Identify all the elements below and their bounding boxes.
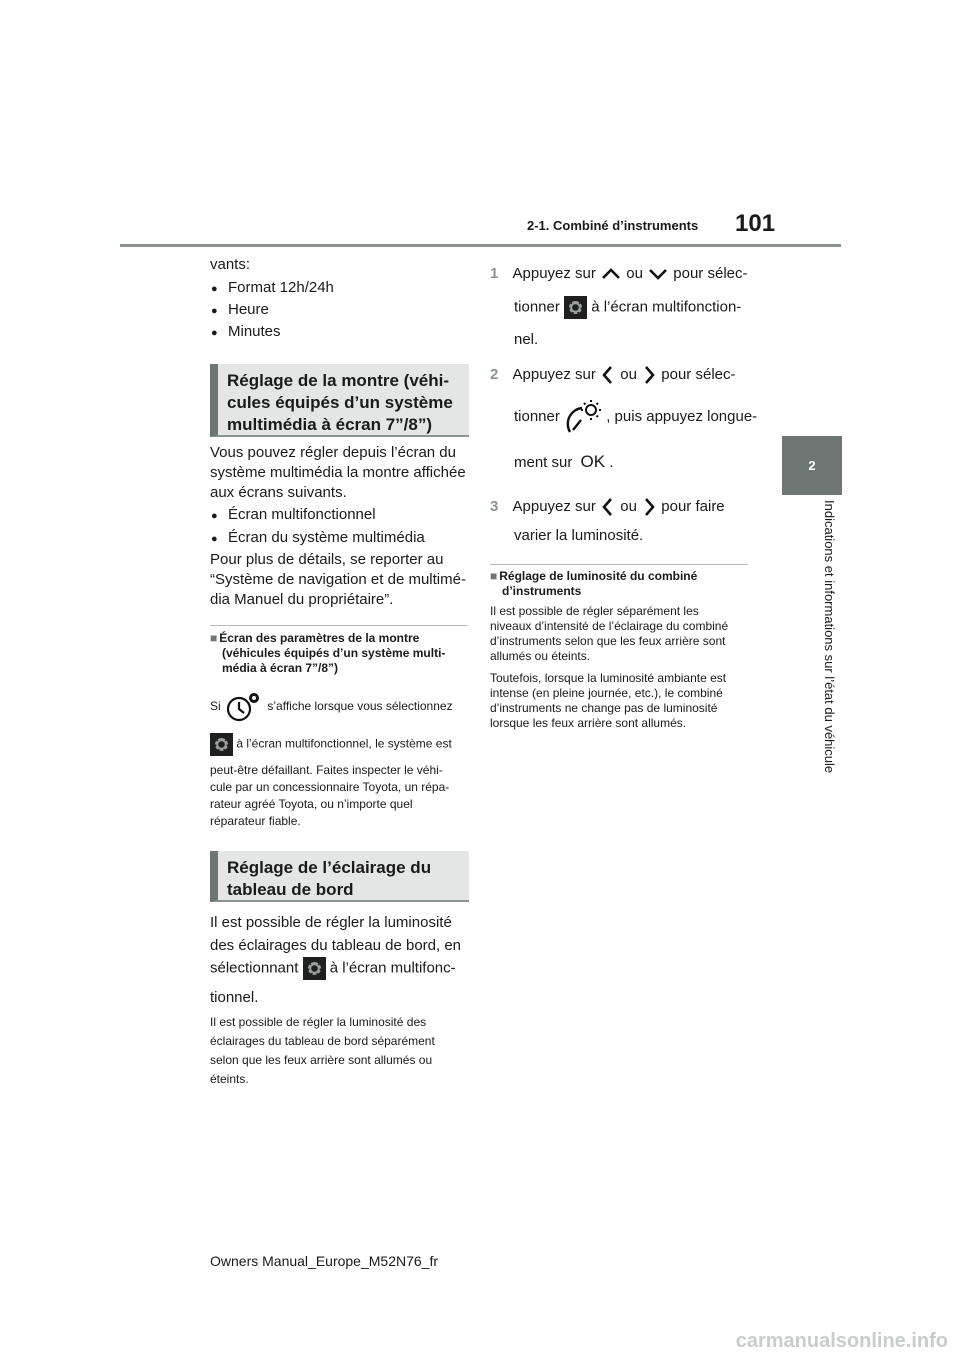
step-number: 2 bbox=[490, 365, 499, 383]
gear-icon bbox=[564, 296, 587, 319]
subsection-rule bbox=[210, 625, 468, 626]
section-heading-line: multimédia à écran 7”/8”) bbox=[227, 415, 433, 434]
list-item: ● Heure bbox=[228, 300, 269, 320]
text-fragment: tionner bbox=[514, 298, 560, 316]
text-fragment: à l’écran multifonc- bbox=[329, 959, 456, 977]
clock-gear-icon bbox=[224, 690, 264, 724]
list-item: ● Format 12h/24h bbox=[228, 278, 334, 298]
text-line bbox=[490, 569, 750, 584]
step-2-line bbox=[514, 398, 764, 436]
text-fragment: pour sélec- bbox=[661, 365, 736, 383]
text-line bbox=[210, 631, 470, 646]
subsection-rule bbox=[490, 564, 748, 565]
paragraph bbox=[490, 671, 752, 731]
clock-warning-line bbox=[210, 690, 472, 724]
paragraph bbox=[210, 762, 470, 830]
text-fragment: pour faire bbox=[661, 497, 725, 515]
text-line: système multimédia la montre affichée bbox=[210, 464, 466, 481]
text-fragment: Appuyez sur bbox=[512, 365, 596, 383]
text-fragment: . bbox=[609, 454, 614, 471]
text-line: Il est possible de régler séparément les bbox=[490, 604, 699, 618]
step-number: 3 bbox=[490, 497, 499, 515]
header-rule bbox=[120, 244, 841, 247]
step-1-line bbox=[490, 264, 760, 284]
text-line: tionnel. bbox=[210, 989, 259, 1006]
text-line: (véhicules équipés d’un système multi- bbox=[222, 646, 446, 660]
text-line: éclairages du tableau de bord séparément bbox=[210, 1034, 435, 1048]
ok-icon: OK bbox=[580, 452, 606, 471]
list-item: ● Minutes bbox=[228, 322, 281, 342]
chevron-right-icon bbox=[641, 496, 657, 518]
gear-icon bbox=[303, 957, 326, 980]
clock-warning-line bbox=[210, 733, 472, 756]
text-line: Toutefois, lorsque la luminosité ambiante est bbox=[490, 671, 727, 685]
text-line: d’instruments ne change pas de luminosité bbox=[490, 701, 718, 715]
subsection-heading bbox=[490, 569, 750, 599]
chevron-right-icon bbox=[641, 364, 657, 386]
text-line: Réglage de luminosité du combiné bbox=[499, 569, 698, 583]
text-line: Il est possible de régler la luminosité des bbox=[210, 1015, 427, 1029]
paragraph bbox=[210, 550, 470, 610]
text-line: intense (en pleine journée, etc.), le combiné bbox=[490, 686, 723, 700]
list-item: ● Écran multifonctionnel bbox=[228, 505, 376, 525]
text-fragment: sélectionnant bbox=[210, 959, 299, 977]
section-heading-clock bbox=[210, 364, 469, 437]
text-line: peut-être défaillant. Faites inspecter le véhi- bbox=[210, 763, 443, 777]
section-heading-lighting bbox=[210, 851, 469, 902]
text-line: réparateur fiable. bbox=[210, 814, 301, 828]
text-line: éteints. bbox=[210, 1072, 249, 1086]
section-heading-line: tableau de bord bbox=[227, 880, 354, 899]
text-line: niveaux d’intensité de l’éclairage du combiné bbox=[490, 619, 729, 633]
list-item: ● Écran du système multimédia bbox=[228, 528, 425, 548]
paragraph bbox=[210, 443, 470, 503]
text-line: Pour plus de détails, se reporter au bbox=[210, 551, 444, 568]
text-fragment: Si bbox=[210, 699, 221, 714]
text-line: média à écran 7”/8”) bbox=[222, 661, 339, 675]
text-line: dia Manuel du propriétaire”. bbox=[210, 591, 394, 608]
chevron-left-icon bbox=[600, 364, 616, 386]
step-1-line bbox=[514, 296, 764, 319]
chapter-tab bbox=[782, 436, 842, 495]
text-line: Écran des paramètres de la montre bbox=[219, 631, 420, 645]
footer-text: Owners Manual_Europe_M52N76_fr bbox=[210, 1253, 439, 1269]
step-number: 1 bbox=[490, 265, 499, 282]
text-line: lorsque les feux arrière sont allumés. bbox=[490, 716, 687, 730]
section-header: 2-1. Combiné d’instruments bbox=[527, 218, 699, 233]
text-line: Vous pouvez régler depuis l’écran du bbox=[210, 444, 456, 461]
text-fragment: pour sélec- bbox=[673, 265, 748, 282]
page-number: 101 bbox=[735, 210, 776, 237]
text-fragment: tionner bbox=[514, 407, 560, 425]
text-fragment: , puis appuyez longue- bbox=[606, 407, 758, 425]
paragraph bbox=[210, 911, 470, 957]
text-line: allumés ou éteints. bbox=[490, 649, 591, 663]
text-fragment: à l’écran multifonctionnel, le système est bbox=[236, 736, 452, 751]
text-line: aux écrans suivants. bbox=[210, 484, 347, 501]
step-3-line bbox=[490, 496, 760, 518]
section-heading-line: cules équipés d’un système bbox=[227, 393, 453, 412]
text-line: d’instruments bbox=[502, 584, 582, 598]
text-fragment: s’affiche lorsque vous sélectionnez bbox=[267, 699, 453, 714]
paragraph bbox=[490, 604, 752, 664]
text-line-with-icon bbox=[210, 957, 480, 980]
text-fragment: ou bbox=[620, 497, 637, 515]
text-line: des éclairages du tableau de bord, en bbox=[210, 937, 462, 954]
text-line: “Système de navigation et de multimé- bbox=[210, 571, 466, 588]
step-2-line bbox=[490, 364, 760, 386]
text-fragment: ment sur bbox=[514, 454, 573, 471]
paragraph bbox=[210, 1013, 470, 1089]
watermark: carmanualsonline.info bbox=[735, 1330, 948, 1352]
chapter-title: Indications et informations sur l’état du véhicule bbox=[822, 500, 837, 774]
chevron-left-icon bbox=[600, 496, 616, 518]
chevron-up-icon bbox=[600, 267, 622, 281]
intro-text: vants: bbox=[210, 256, 251, 273]
text-fragment: Appuyez sur bbox=[512, 497, 596, 515]
text-line: rateur agréé Toyota, ou n’importe quel bbox=[210, 797, 413, 811]
text-line: varier la luminosité. bbox=[514, 527, 644, 544]
section-heading-line: Réglage de la montre (véhi- bbox=[227, 371, 449, 390]
text-fragment: ou bbox=[620, 365, 637, 383]
gear-icon bbox=[210, 733, 233, 756]
step-2-line bbox=[514, 452, 613, 473]
chevron-down-icon bbox=[647, 267, 669, 281]
text-line: cule par un concessionnaire Toyota, un répa- bbox=[210, 780, 450, 794]
brightness-icon bbox=[564, 398, 602, 436]
square-bullet-icon: ■ bbox=[490, 569, 498, 583]
square-bullet-icon: ■ bbox=[210, 631, 218, 645]
subsection-heading bbox=[210, 631, 470, 676]
text-line: Il est possible de régler la luminosité bbox=[210, 914, 452, 931]
text-line: nel. bbox=[514, 331, 539, 348]
chapter-number: 2 bbox=[808, 458, 816, 473]
section-heading-line: Réglage de l’éclairage du bbox=[227, 858, 432, 877]
text-fragment: Appuyez sur bbox=[512, 265, 596, 282]
text-fragment: à l’écran multifonction- bbox=[591, 298, 742, 316]
text-line: d’instruments selon que les feux arrière sont bbox=[490, 634, 726, 648]
text-line: selon que les feux arrière sont allumés ou bbox=[210, 1053, 433, 1067]
text-fragment: ou bbox=[626, 265, 643, 282]
